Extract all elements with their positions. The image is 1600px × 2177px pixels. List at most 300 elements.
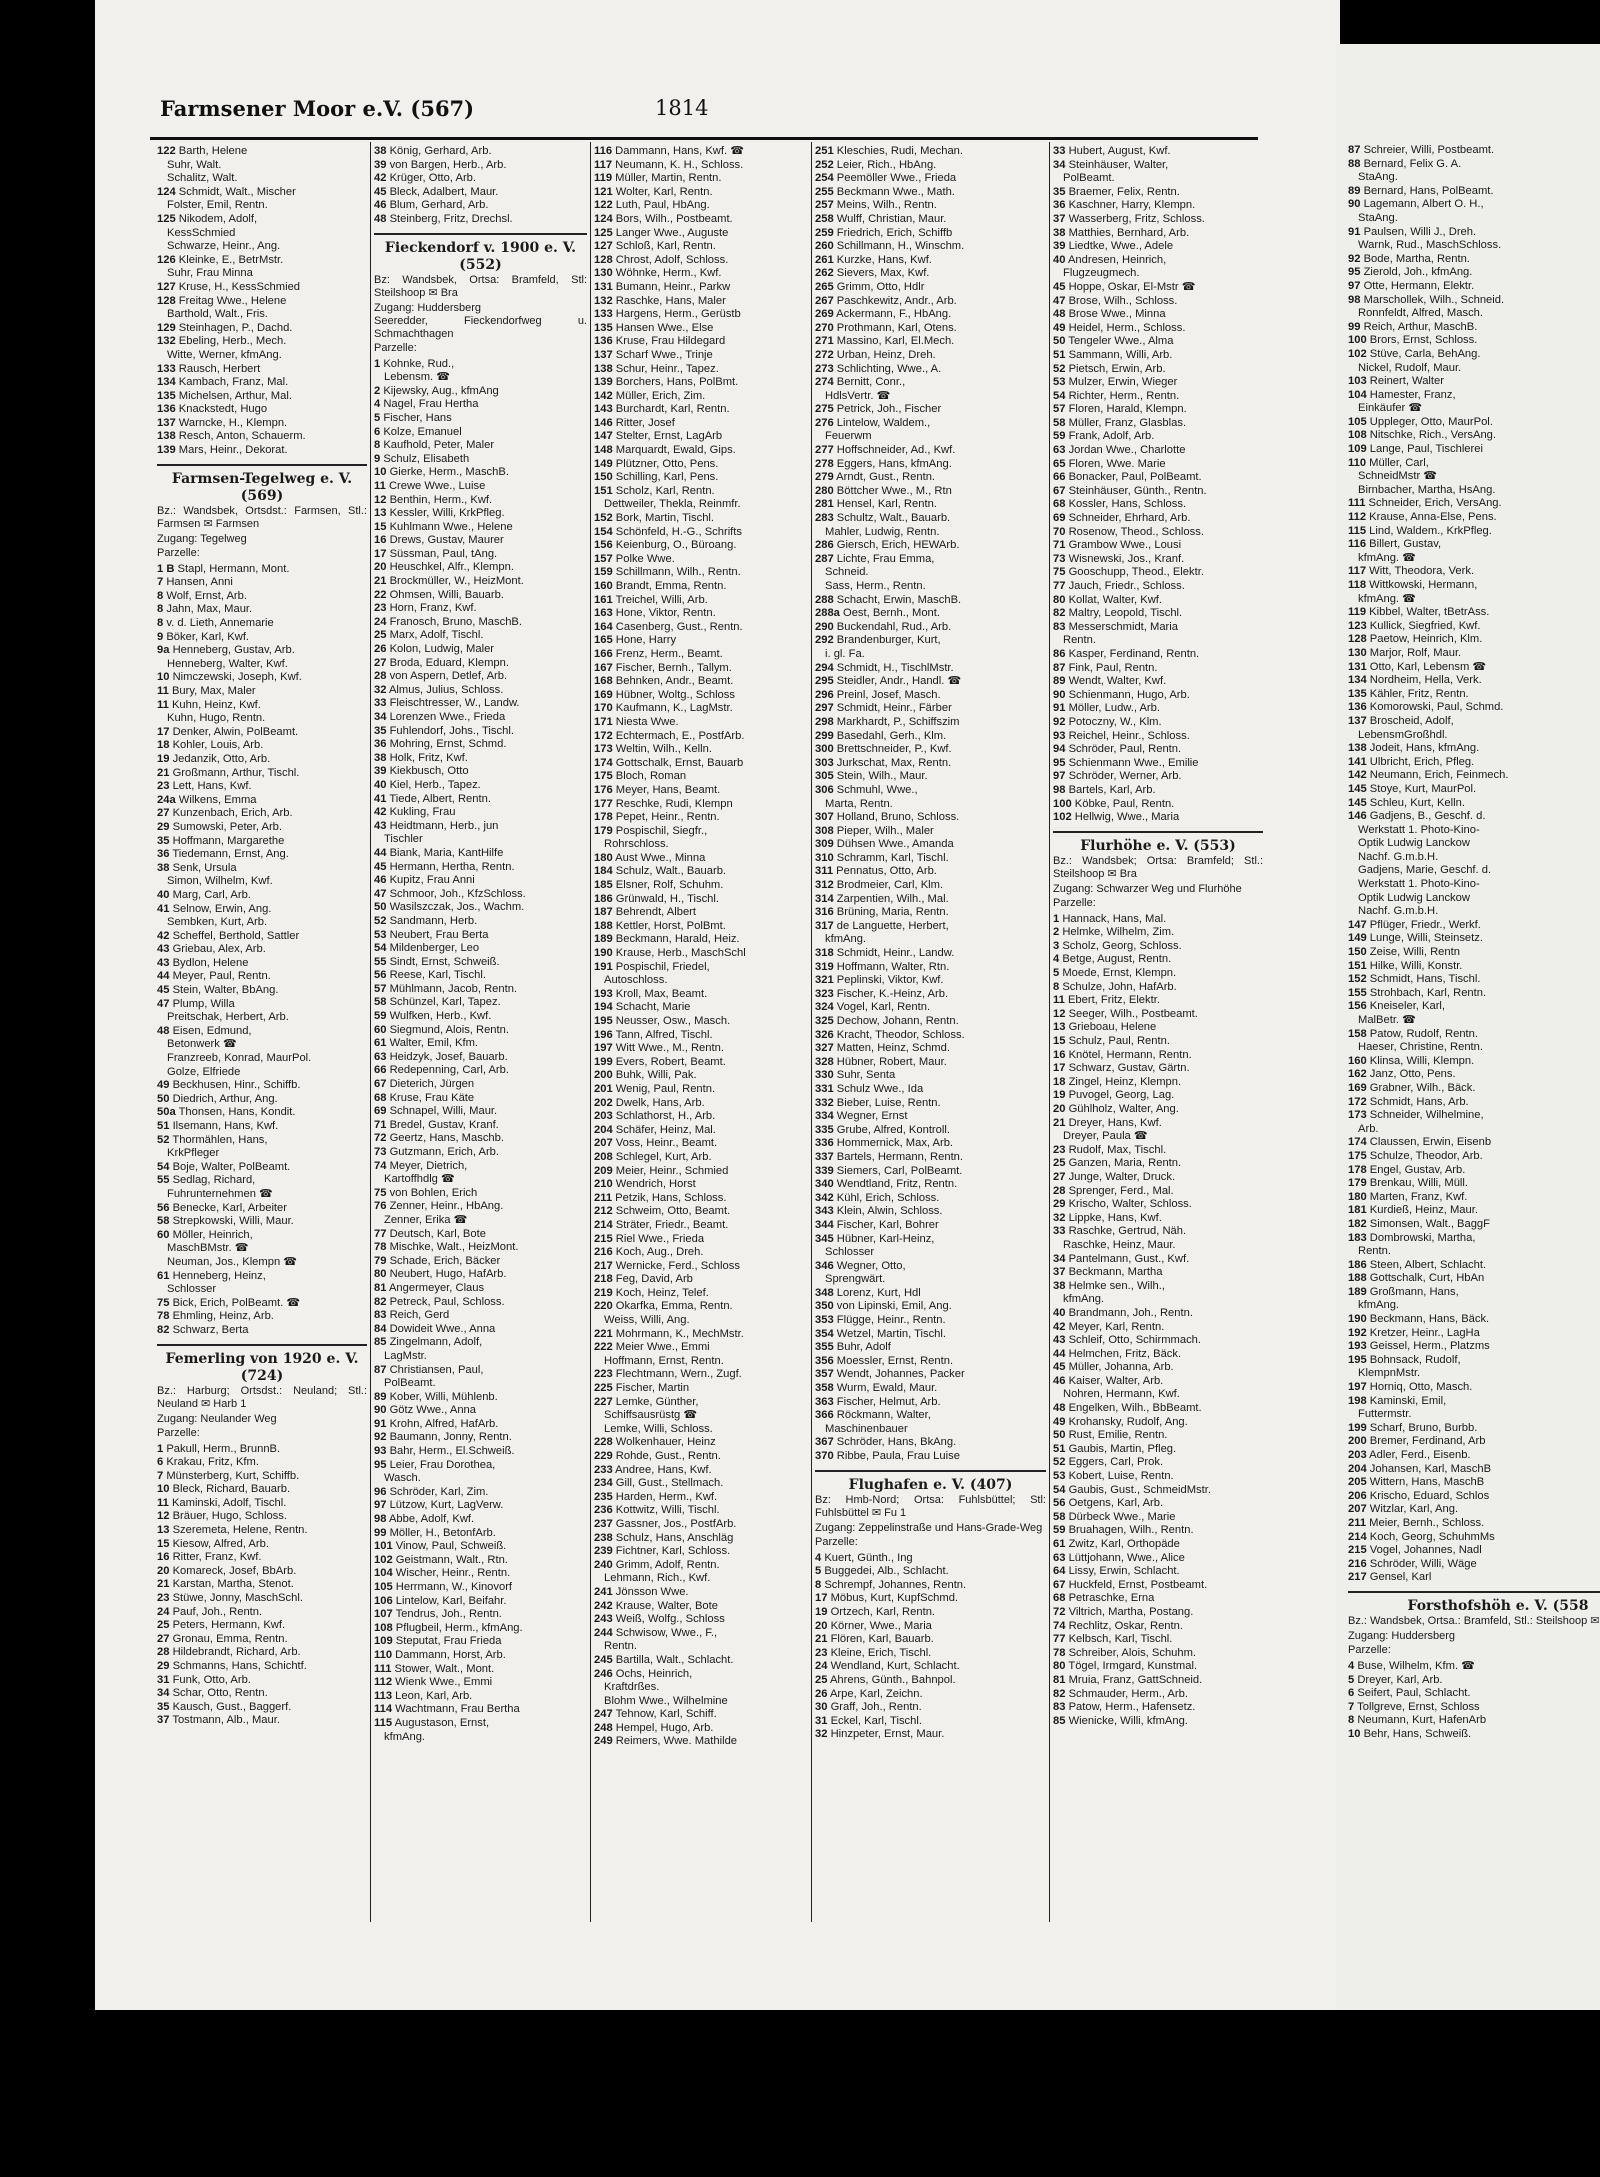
list-item: [594, 1382, 808, 1396]
member-entry: Seeger, Wilh., Postbeamt.: [1068, 1007, 1198, 1020]
member-entry: Bremer, Ferdinand, Arb: [1369, 1435, 1486, 1448]
parcel-number: 122: [157, 145, 176, 157]
member-entry: Gassner, Jos., PostfArb.: [615, 1517, 737, 1530]
list-item: [594, 512, 808, 526]
list-item: [594, 1668, 808, 1682]
list-item: [1053, 553, 1263, 567]
parcel-number: 358: [815, 1382, 834, 1395]
parcel-number: 367: [815, 1436, 834, 1449]
parcel-number: 135: [1348, 687, 1367, 700]
list-item: [815, 852, 1046, 866]
member-entry: Sprenger, Ferd., Mal.: [1068, 1184, 1174, 1197]
parcel-number: 78: [374, 1241, 387, 1254]
list-item: [815, 1436, 1046, 1450]
parcel-number: 288a: [815, 607, 840, 620]
member-entry: Wasilszczak, Jos., Wachm.: [389, 901, 525, 914]
list-item: [594, 1273, 808, 1287]
member-entry: Werkstatt 1. Photo-Kino-: [1358, 878, 1480, 891]
list-item: [594, 553, 808, 567]
member-entry: Kleschies, Rudi, Mechan.: [836, 145, 964, 157]
member-entry: Schönfeld, H.-G., Schrifts: [615, 525, 742, 538]
parcel-number: 38: [1053, 1279, 1066, 1292]
parcel-number: 335: [815, 1123, 834, 1136]
member-entry: Crewe Wwe., Luise: [388, 479, 486, 492]
list-item: [1348, 1123, 1600, 1137]
member-entry: Wegner, Ernst: [836, 1110, 908, 1123]
list-item: [594, 784, 808, 798]
list-item: [374, 1486, 587, 1500]
list-item: [1053, 566, 1263, 580]
parcel-number: 29: [1053, 1198, 1066, 1211]
list-item: [1053, 240, 1263, 254]
member-entry: Marg, Carl, Arb.: [172, 888, 251, 901]
parcel-number: 203: [594, 1110, 613, 1123]
list-item: [1053, 512, 1263, 526]
member-entry: Schalitz, Walt.: [167, 172, 238, 185]
parcel-number: 182: [1348, 1217, 1367, 1230]
parcel-number: 81: [374, 1281, 387, 1294]
parcel-number: 33: [1053, 145, 1066, 157]
parcel-number: 97: [374, 1499, 387, 1512]
list-item: [1053, 1688, 1263, 1702]
member-entry: Hamester, Franz,: [1369, 388, 1456, 401]
member-entry: Mohrmann, K., MechMstr.: [615, 1327, 744, 1340]
member-entry: von Lipinski, Emil, Ang.: [836, 1300, 952, 1313]
header-rule: [150, 137, 1258, 140]
member-entry: Ilsemann, Hans, Kwf.: [172, 1120, 279, 1132]
list-item: [1053, 1144, 1263, 1158]
list-item: [157, 1578, 367, 1592]
list-item: [594, 730, 808, 744]
member-entry: Kullick, Siegfried, Kwf.: [1369, 619, 1481, 632]
parcel-number: 53: [1053, 376, 1066, 389]
list-item: [815, 553, 1046, 567]
list-item: [1348, 1660, 1600, 1674]
member-entry: Johansen, Karl, MaschB: [1369, 1462, 1492, 1475]
parcel-number: 1: [374, 357, 381, 370]
member-entry: Walter, Emil, Kfm.: [389, 1037, 479, 1050]
member-entry: Krohn, Alfred, HafArb.: [389, 1417, 499, 1430]
parcel-number: 11: [374, 479, 386, 492]
parcel-number: 54: [374, 942, 387, 955]
list-item: [157, 712, 367, 726]
parcel-number: 318: [815, 947, 834, 960]
list-item: [1053, 634, 1263, 648]
member-entry: Raschke, Heinz, Maur.: [1063, 1238, 1176, 1251]
parcel-number: 319: [815, 960, 834, 973]
member-entry: Schmidt, Hans, Arb.: [1369, 1095, 1469, 1108]
list-item: [1053, 648, 1263, 662]
parcel-number: 206: [1348, 1489, 1367, 1502]
member-entry: Bernard, Hans, PolBeamt.: [1363, 184, 1494, 197]
parcel-number: 85: [1053, 1714, 1066, 1727]
member-entry: Kaiser, Walter, Arb.: [1068, 1374, 1164, 1387]
parcel-number: 23: [157, 1592, 170, 1605]
parcel-label: Parzelle:: [374, 341, 417, 354]
member-entry: Benecke, Karl, Arbeiter: [172, 1201, 287, 1214]
parcel-number: 314: [815, 892, 834, 905]
list-item: [1053, 1620, 1263, 1634]
list-item: [1053, 1416, 1263, 1430]
parcel-number: 159: [594, 566, 613, 579]
member-entry: Pauf, Joh., Rentn.: [172, 1605, 263, 1618]
parcel-number: 98: [374, 1513, 387, 1526]
parcel-number: 169: [594, 688, 613, 701]
list-item: [157, 172, 367, 186]
member-entry: Zarpentien, Wilh., Mal.: [836, 892, 949, 905]
parcel-number: 311: [815, 865, 834, 878]
list-item: [594, 1532, 808, 1546]
list-item: [815, 988, 1046, 1002]
parcel-number: 223: [594, 1368, 613, 1381]
list-item: [1348, 511, 1600, 525]
list-item: [374, 453, 587, 467]
member-entry: Kaufhold, Peter, Maler: [383, 439, 495, 452]
member-entry: Kleine, Erich, Tischl.: [830, 1646, 932, 1659]
member-entry: Schillmann, Wilh., Rentn.: [615, 566, 741, 579]
member-entry: Hinzpeter, Ernst, Maur.: [830, 1728, 945, 1741]
parcel-number: 117: [594, 158, 613, 171]
list-item: [815, 1165, 1046, 1179]
list-item: [374, 1731, 587, 1745]
member-entry: Hübner, Robert, Maur.: [836, 1055, 947, 1068]
parcel-number: 82: [1053, 1687, 1066, 1700]
association-title: Farmsen-Tegelweg e. V. (569): [171, 470, 353, 504]
parcel-number: 40: [1053, 1306, 1066, 1319]
member-entry: Bruahagen, Wilh., Rentn.: [1068, 1524, 1194, 1537]
access-road: Zugang: Zeppelinstraße und Hans-Grade-Weg: [815, 1521, 1043, 1534]
parcel-number: 36: [157, 848, 170, 861]
parcel-number: 28: [157, 1646, 170, 1659]
member-entry: Preinl, Josef, Masch.: [836, 688, 941, 701]
member-entry: Kaschner, Harry, Klempn.: [1068, 199, 1196, 212]
list-item: [594, 1192, 808, 1206]
list-item: [1348, 1449, 1600, 1463]
member-entry: Matten, Heinz, Schmd.: [836, 1042, 950, 1055]
member-entry: Helmke sen., Wilh.,: [1068, 1279, 1165, 1292]
member-entry: StaAng.: [1358, 171, 1398, 184]
member-entry: Henneberg, Gustav, Arb.: [172, 644, 295, 657]
member-entry: Schienmann Wwe., Emilie: [1068, 756, 1199, 769]
parcel-number: 180: [594, 851, 613, 864]
parcel-number: 200: [594, 1069, 613, 1082]
member-entry: Wernicke, Ferd., Schloss: [615, 1259, 740, 1272]
member-entry: Ochs, Heinrich,: [615, 1667, 693, 1680]
member-entry: Ebeling, Herb., Mech.: [178, 335, 287, 348]
parcel-number: 227: [594, 1395, 613, 1408]
list-item: [374, 1024, 587, 1038]
member-entry: Schneider, Ehrhard, Arb.: [1068, 512, 1191, 525]
list-item: [374, 1445, 587, 1459]
parcel-number: 217: [1348, 1571, 1367, 1584]
parcel-number: 36: [374, 738, 387, 751]
list-item: [594, 498, 808, 512]
list-item: [815, 634, 1046, 648]
list-item: [1348, 1177, 1600, 1191]
member-entry: Gierke, Herm., MaschB.: [389, 466, 509, 479]
member-entry: Scharf Wwe., Trinje: [615, 348, 713, 361]
member-entry: Elsner, Rolf, Schuhm.: [615, 879, 724, 892]
list-item: [374, 1105, 587, 1119]
member-entry: Steputat, Frau Frieda: [395, 1635, 502, 1648]
member-entry: Arpe, Karl, Zeichn.: [829, 1687, 923, 1700]
list-item: [815, 920, 1046, 934]
member-entry: Neusser, Osw., Masch.: [615, 1015, 731, 1027]
list-item: [594, 566, 808, 580]
list-item: [1053, 757, 1263, 771]
member-entry: Wendtland, Fritz, Rentn.: [836, 1178, 958, 1191]
list-item: [374, 1037, 587, 1051]
parcel-number: 63: [1053, 444, 1066, 457]
list-item: [594, 1178, 808, 1192]
member-entry: Kähler, Fritz, Rentn.: [1369, 687, 1469, 700]
list-item: [815, 159, 1046, 173]
parcel-number: 178: [1348, 1163, 1367, 1176]
member-entry: Meier Wwe., Emmi: [615, 1341, 710, 1354]
list-item: [1053, 994, 1263, 1008]
member-entry: Schreier, Willi, Postbeamt.: [1363, 144, 1495, 156]
member-entry: Schmoor, Joh., KfzSchloss.: [389, 887, 526, 900]
list-item: [374, 711, 587, 725]
member-entry: Kaminski, Emil,: [1369, 1394, 1447, 1407]
list-item: [594, 1097, 808, 1111]
parcel-number: 1 B: [157, 562, 175, 575]
member-entry: Wasserberg, Fritz, Schloss.: [1068, 212, 1205, 225]
parcel-number: 127: [594, 240, 613, 253]
member-entry: Geertz, Hans, Maschb.: [389, 1132, 504, 1145]
association-section: [374, 233, 587, 355]
parcel-number: 172: [1348, 1095, 1367, 1108]
member-entry: Blum, Gerhard, Arb.: [389, 199, 489, 212]
list-item: [1348, 1272, 1600, 1286]
parcel-number: 107: [374, 1608, 393, 1621]
list-item: [594, 1613, 808, 1627]
parcel-number: 260: [815, 240, 834, 253]
member-entry: Köbke, Paul, Rentn.: [1074, 797, 1175, 810]
list-item: [815, 1056, 1046, 1070]
parcel-number: 15: [374, 520, 387, 533]
member-entry: Behr, Hans, Schweiß.: [1363, 1727, 1472, 1740]
parcel-number: 47: [1053, 294, 1066, 307]
parcel-number: 27: [374, 656, 387, 669]
list-item: [157, 403, 367, 417]
parcel-number: 68: [1053, 1592, 1066, 1605]
member-entry: Eisen, Edmund,: [172, 1024, 252, 1037]
member-entry: Grambow Wwe., Lousi: [1068, 539, 1182, 552]
parcel-number: 42: [374, 172, 387, 185]
parcel-number: 87: [1348, 144, 1361, 156]
member-entry: Richter, Herm., Rentn.: [1068, 389, 1180, 402]
column-4: [815, 145, 1046, 1935]
member-entry: Reinert, Walter: [1369, 375, 1444, 388]
list-item: [1053, 1375, 1263, 1389]
member-entry: Resch, Anton, Schauerm.: [178, 430, 306, 443]
association-section: [1053, 831, 1263, 910]
member-entry: von Bargen, Herb., Arb.: [389, 158, 507, 171]
list-item: [594, 1165, 808, 1179]
parcel-number: 38: [374, 751, 387, 764]
list-item: [374, 820, 587, 834]
member-entry: Fischer, Karl, Bohrer: [836, 1218, 939, 1231]
parcel-number: 356: [815, 1354, 834, 1367]
parcel-number: 32: [374, 683, 387, 696]
list-item: [1348, 688, 1600, 702]
parcel-number: 5: [1348, 1673, 1355, 1686]
member-entry: Pietsch, Erwin, Arb.: [1068, 362, 1166, 375]
parcel-number: 45: [374, 860, 387, 873]
parcel-number: 138: [594, 362, 613, 375]
member-entry: Wetzel, Martin, Tischl.: [836, 1327, 946, 1340]
list-item: [374, 1255, 587, 1269]
parcel-number: 17: [157, 725, 170, 738]
parcel-number: 80: [1053, 593, 1066, 606]
list-item: [594, 1477, 808, 1491]
list-item: [1053, 1524, 1263, 1538]
association-title: Fieckendorf v. 1900 e. V. (552): [384, 239, 577, 273]
list-item: [374, 752, 587, 766]
parcel-number: 327: [815, 1042, 834, 1055]
parcel-number: 298: [815, 715, 834, 728]
list-item: [157, 590, 367, 604]
parcel-number: 58: [157, 1215, 170, 1228]
list-item: [594, 1137, 808, 1151]
member-entry: Fischer, K.-Heinz, Arb.: [836, 987, 949, 1000]
parcel-number: 22: [374, 588, 387, 601]
list-item: [374, 1350, 587, 1364]
list-item: [1053, 498, 1263, 512]
member-entry: Hilke, Willi, Konstr.: [1369, 959, 1463, 972]
member-entry: Meyer, Paul, Rentn.: [172, 970, 271, 983]
member-entry: Buckendahl, Rud., Arb.: [836, 620, 952, 633]
list-item: [594, 1464, 808, 1478]
list-item: [594, 838, 808, 852]
parcel-number: 137: [1348, 714, 1367, 727]
member-entry: Chrost, Adolf, Schloss.: [615, 253, 729, 266]
parcel-number: 190: [1348, 1313, 1367, 1326]
list-item: [157, 767, 367, 781]
parcel-number: 164: [594, 620, 613, 633]
list-item: [1053, 607, 1263, 621]
parcel-number: 241: [594, 1585, 613, 1598]
list-item: [815, 1409, 1046, 1423]
parcel-number: 211: [594, 1191, 613, 1204]
member-entry: Peplinski, Viktor, Kwf.: [836, 974, 944, 987]
list-item: [374, 1228, 587, 1242]
list-item: [374, 1459, 587, 1473]
member-entry: Fischer, Martin: [615, 1382, 690, 1395]
parcel-number: 36: [1053, 199, 1066, 212]
parcel-number: 363: [815, 1395, 834, 1408]
member-entry: Rentn.: [1063, 634, 1096, 647]
parcel-number: 324: [815, 1001, 834, 1014]
list-item: [374, 507, 587, 521]
member-entry: Schienmann, Hugo, Arb.: [1068, 688, 1190, 701]
parcel-number: 221: [594, 1327, 613, 1340]
parcel-number: 331: [815, 1082, 834, 1095]
list-item: [1053, 1266, 1263, 1280]
parcel-number: 8: [1053, 980, 1060, 993]
member-entry: Wittern, Hans, MaschB: [1369, 1476, 1485, 1489]
member-entry: Schrempf, Johannes, Rentn.: [824, 1578, 967, 1591]
member-entry: Kiesow, Alfred, Arb.: [172, 1537, 269, 1550]
association-title: Flughafen e. V. (407): [848, 1476, 1013, 1493]
member-entry: Lehmann, Rich., Kwf.: [604, 1572, 711, 1585]
member-entry: Wisnewski, Jos., Kranf.: [1068, 552, 1185, 565]
list-item: [1348, 1728, 1600, 1742]
list-item: [157, 1188, 367, 1202]
parcel-number: 21: [1053, 1116, 1066, 1129]
member-entry: Thormählen, Hans,: [172, 1133, 268, 1146]
list-item: [1348, 905, 1600, 919]
parcel-number: 111: [374, 1662, 392, 1675]
parcel-number: 24: [157, 1605, 170, 1618]
parcel-number: 7: [157, 1469, 164, 1482]
member-entry: Kupitz, Frau Anni: [389, 874, 475, 887]
association-info: Bz: Hmb-Nord; Ortsa: Fuhlsbüttel; Stl: Fuhlsbüttel ✉ Fu 1: [815, 1493, 1046, 1519]
list-item: [1053, 1307, 1263, 1321]
parcel-number: 210: [594, 1178, 613, 1191]
list-item: [815, 865, 1046, 879]
parcel-number: 8: [157, 603, 164, 616]
parcel-number: 9a: [157, 644, 170, 657]
member-entry: Kaufmann, K., LagMstr.: [615, 702, 733, 715]
list-item: [594, 879, 808, 893]
list-item: [1053, 1198, 1263, 1212]
parcel-number: 198: [1348, 1394, 1367, 1407]
parcel-number: 32: [815, 1728, 828, 1741]
list-item: [1053, 730, 1263, 744]
member-entry: Lind, Waldem., KrkPfleg.: [1369, 524, 1492, 537]
parcel-number: 204: [594, 1123, 613, 1136]
parcel-number: 229: [594, 1450, 613, 1462]
parcel-number: 16: [1053, 1048, 1066, 1061]
member-entry: Maltry, Leopold, Tischl.: [1068, 607, 1183, 620]
parcel-number: 66: [374, 1064, 387, 1077]
member-entry: Horniq, Otto, Masch.: [1369, 1381, 1473, 1394]
list-item: [1053, 784, 1263, 798]
list-item: [157, 322, 367, 336]
member-entry: Bernitt, Conr.,: [836, 376, 906, 389]
member-entry: Vogel, Karl, Rentn.: [836, 1001, 931, 1014]
list-item: [157, 1161, 367, 1175]
list-item: [594, 634, 808, 648]
list-item: [157, 780, 367, 794]
parcel-number: 247: [594, 1708, 613, 1721]
parcel-number: 328: [815, 1055, 834, 1068]
member-entry: Diedrich, Arthur, Ang.: [172, 1092, 278, 1105]
parcel-number: 12: [1053, 1007, 1066, 1020]
parcel-number: 129: [157, 321, 176, 334]
member-entry: Brors, Ernst, Schloss.: [1369, 334, 1478, 347]
list-item: [594, 1300, 808, 1314]
parcel-number: 152: [594, 512, 613, 525]
list-item: [594, 906, 808, 920]
member-entry: Schulz, Walt., Bauarb.: [615, 865, 727, 878]
parcel-number: 49: [1053, 321, 1066, 334]
list-item: [1348, 1701, 1600, 1715]
member-entry: Reich, Arthur, MaschB.: [1363, 320, 1478, 333]
list-item: [374, 1717, 587, 1731]
parcel-number: 339: [815, 1164, 834, 1177]
parcel-number: 115: [1348, 524, 1367, 537]
list-item: [374, 1309, 587, 1323]
list-item: [157, 1052, 367, 1066]
parcel-number: 63: [374, 1050, 387, 1063]
parcel-number: 20: [815, 1619, 828, 1632]
list-item: [1053, 1701, 1263, 1715]
parcel-number: 201: [594, 1082, 613, 1095]
parcel-number: 90: [374, 1404, 387, 1417]
